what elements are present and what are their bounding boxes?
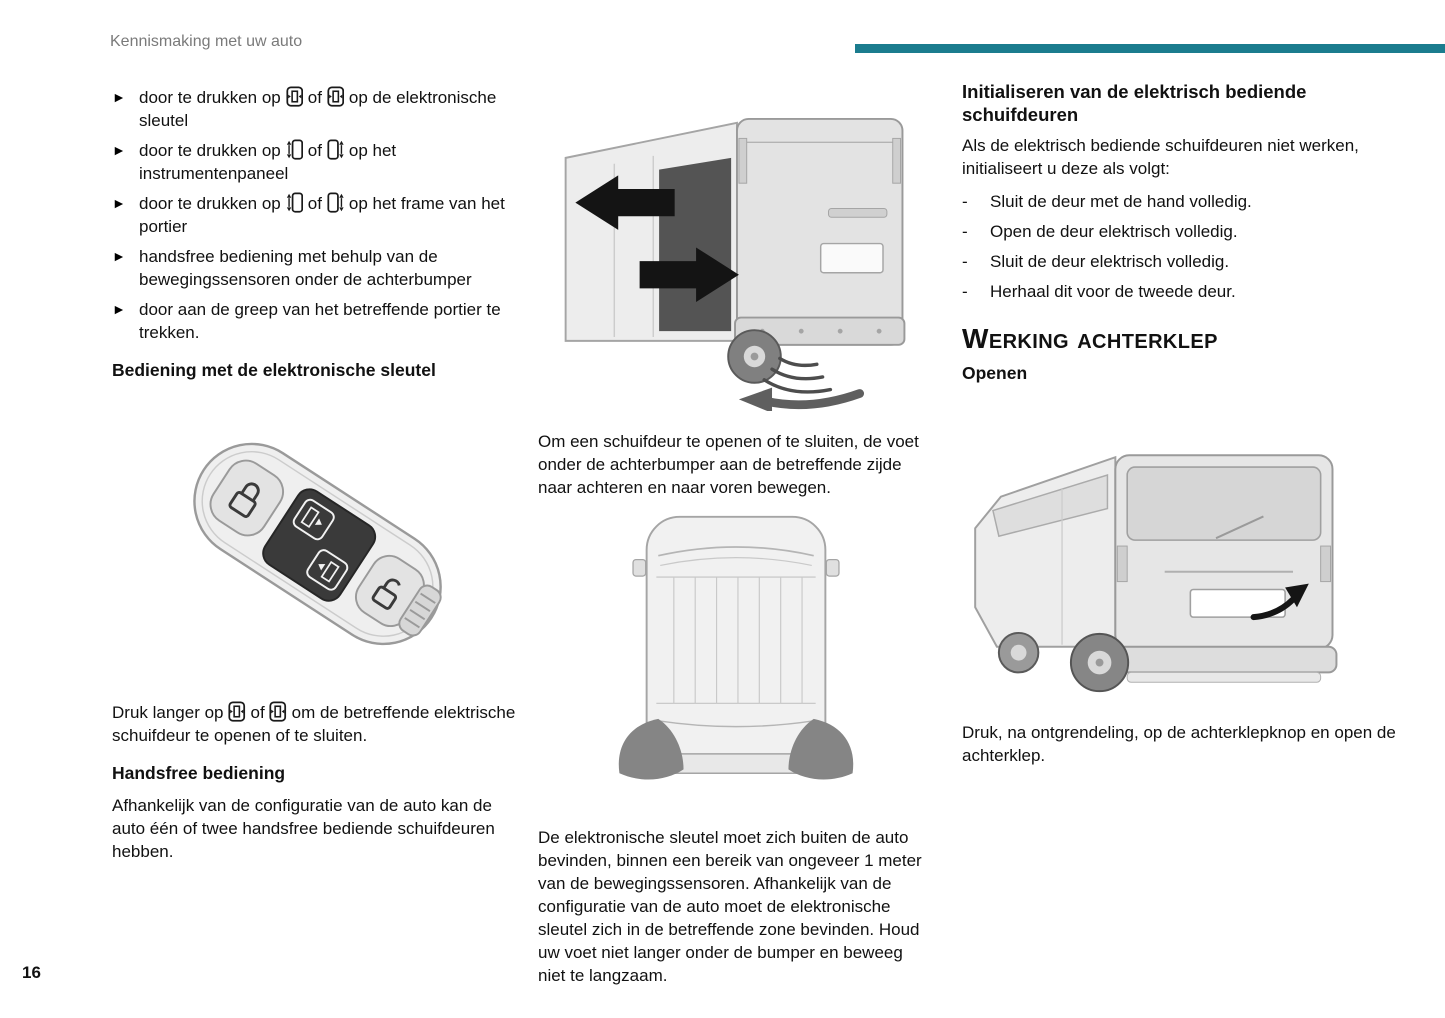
- left-column: [112, 86, 516, 873]
- bullet-text-segment: of: [307, 141, 322, 160]
- sliding-door-panel-switch-icon: [286, 194, 304, 213]
- dash-marker: -: [962, 192, 968, 211]
- list-item: [962, 220, 1396, 243]
- bullet-text: [139, 139, 516, 185]
- list-item: [962, 190, 1396, 213]
- step-text: Herhaal dit voor de tweede deur.: [990, 282, 1236, 301]
- bullet-text: [139, 86, 516, 132]
- sliding-door-key-button-icon: [228, 703, 246, 722]
- page-header-title: Kennismaking met uw auto: [110, 33, 303, 50]
- van-tailgate-drawing: [967, 398, 1392, 704]
- initialise-steps-list: [962, 190, 1396, 303]
- sliding-door-key-button-icon: [269, 703, 287, 722]
- sliding-door-key-button-icon: [286, 88, 304, 107]
- bullet-text-segment: op het frame van het portier: [139, 194, 505, 236]
- step-text: Open de deur elektrisch volledig.: [990, 222, 1238, 241]
- section-heading-initialise: Initialiseren van de elektrisch bediende schuifdeuren: [962, 81, 1307, 125]
- detection-zone-illustration: [538, 511, 934, 788]
- list-item: [962, 280, 1396, 303]
- bullet-text-segment: of: [307, 88, 322, 107]
- list-item: [962, 250, 1396, 273]
- subsection-heading-open: Openen: [962, 363, 1028, 383]
- unlock-methods-list: [112, 86, 516, 344]
- text-segment: om de betreffende elektrische schuifdeur te openen of te sluiten.: [112, 703, 516, 745]
- page-number: 16: [22, 963, 41, 982]
- key-fob-drawing: [154, 395, 474, 686]
- bullet-text-segment: door te drukken op: [139, 141, 281, 160]
- bullet-arrow-icon: ►: [112, 89, 126, 105]
- bullet-text: [139, 192, 516, 238]
- list-item: [112, 245, 516, 291]
- tailgate-caption: Druk, na ontgrendeling, op de achterklepknop en open de achterklep.: [962, 723, 1396, 765]
- bullet-text-segment: door aan de greep van het betreffende portier te trekken.: [139, 300, 501, 342]
- bullet-arrow-icon: ►: [112, 142, 126, 158]
- van-top-view-drawing: [600, 511, 872, 783]
- dash-marker: -: [962, 222, 968, 241]
- sliding-door-caption: Om een schuifdeur te openen of te sluiten, de voet onder de achterbumper aan de betreffende zijde naar achteren en naar voren bewegen.: [538, 432, 919, 497]
- right-column: [962, 80, 1396, 777]
- bullet-arrow-icon: ►: [112, 248, 126, 264]
- bullet-text-segment: door te drukken op: [139, 88, 281, 107]
- text-segment: Druk langer op: [112, 703, 224, 722]
- sliding-door-key-button-icon: [327, 88, 345, 107]
- bullet-text: [139, 298, 516, 344]
- foot-swipe-arrow-icon: [739, 388, 772, 411]
- middle-column: [538, 80, 934, 997]
- section-heading-key-operation: Bediening met de elektronische sleutel: [112, 360, 436, 380]
- initialise-intro: Als de elektrisch bediende schuifdeuren niet werken, initialiseert u deze als volgt:: [962, 136, 1359, 178]
- bullet-arrow-icon: ►: [112, 195, 126, 211]
- header-accent-bar: [855, 44, 1445, 53]
- bullet-text-segment: door te drukken op: [139, 194, 281, 213]
- sliding-door-panel-switch-icon: [327, 141, 345, 160]
- electronic-key-illustration: [112, 395, 516, 691]
- section-heading-tailgate: Werking achterklep: [962, 323, 1218, 354]
- list-item: [112, 86, 516, 132]
- sliding-door-panel-switch-icon: [286, 141, 304, 160]
- step-text: Sluit de deur met de hand volledig.: [990, 192, 1252, 211]
- dash-marker: -: [962, 252, 968, 271]
- dash-marker: -: [962, 282, 968, 301]
- bullet-text: [139, 245, 516, 291]
- step-text: Sluit de deur elektrisch volledig.: [990, 252, 1230, 271]
- key-range-caption: De elektronische sleutel moet zich buiten de auto bevinden, binnen een bereik van ongeveer 1 meter van de bewegingssensoren. Afhankelijk van de configuratie van de auto moet de elektronische sleutel zich in de betreffende zone bevinden. Houd uw voet niet langer onder de bumper en beweeg niet te langzaam.: [538, 828, 922, 985]
- sliding-door-foot-operation-illustration: [538, 80, 934, 416]
- bullet-text-segment: op de elektronische sleutel: [139, 88, 497, 130]
- bullet-text-segment: of: [307, 194, 322, 213]
- bullet-text-segment: handsfree bediening met behulp van de bewegingssensoren onder de achterbumper: [139, 247, 472, 289]
- sliding-door-panel-switch-icon: [327, 194, 345, 213]
- bullet-text-segment: op het instrumentenpaneel: [139, 141, 397, 183]
- text-segment: of: [250, 703, 265, 722]
- van-rear-sliding-door-drawing: [546, 80, 926, 411]
- tailgate-illustration: [962, 398, 1396, 709]
- bullet-arrow-icon: ►: [112, 301, 126, 317]
- list-item: [112, 192, 516, 238]
- press-longer-text: [112, 701, 516, 747]
- list-item: [112, 298, 516, 344]
- handsfree-text: Afhankelijk van de configuratie van de auto kan de auto één of twee handsfree bediende schuifdeuren hebben.: [112, 796, 495, 861]
- list-item: [112, 139, 516, 185]
- section-heading-handsfree: Handsfree bediening: [112, 763, 286, 783]
